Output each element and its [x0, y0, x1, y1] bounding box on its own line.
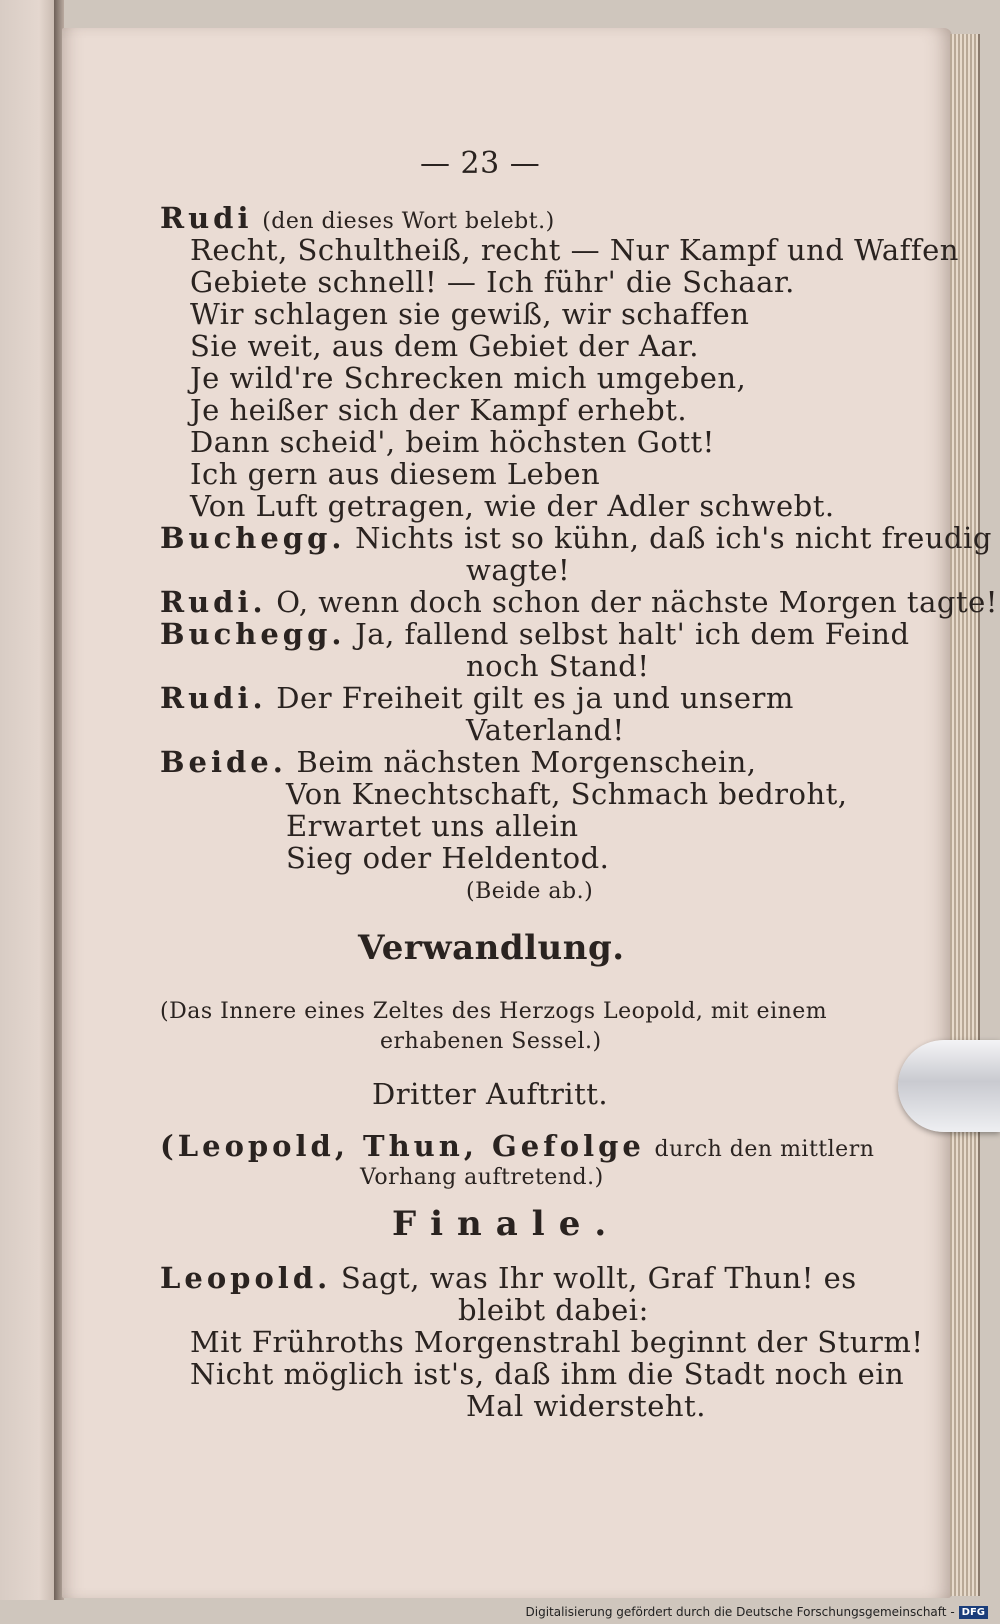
speaker-name: Buchegg. — [160, 617, 346, 651]
text-line — [160, 1130, 874, 1166]
dialogue-text: Beim nächsten Morgenschein, — [296, 745, 757, 779]
text-line: noch Stand! — [466, 649, 650, 683]
speaker-name: Beide. — [160, 745, 287, 779]
text-line — [160, 522, 992, 554]
stage-direction: erhabenen Sessel.) — [380, 1029, 602, 1054]
text-line: Von Knechtschaft, Schmach bedroht, — [286, 777, 848, 811]
speaker-name: Rudi — [160, 201, 253, 235]
text-line: Mit Frühroths Morgenstrahl beginnt der Sturm! — [190, 1325, 924, 1359]
page-clip-tab — [898, 1040, 1000, 1132]
text-line: wagte! — [466, 553, 571, 587]
speaker-name: Rudi. — [160, 585, 267, 619]
text-line: bleibt dabei: — [458, 1293, 649, 1327]
stage-direction: (Das Innere eines Zeltes des Herzogs Leopold, mit einem — [160, 999, 828, 1024]
dfg-logo: DFG — [959, 1606, 988, 1619]
text-line: Je wild're Schrecken mich umgeben, — [190, 361, 747, 395]
facing-page-edge — [0, 0, 58, 1600]
text-line: Sieg oder Heldentod. — [286, 841, 610, 875]
text-line: Ich gern aus diesem Leben — [190, 457, 601, 491]
text-line: Sie weit, aus dem Gebiet der Aar. — [190, 329, 700, 363]
text-line: Recht, Schultheiß, recht — Nur Kampf und Waffen — [190, 233, 959, 267]
speaker-name: Leopold. — [160, 1261, 332, 1295]
text-line — [160, 682, 794, 714]
text-line — [160, 1262, 857, 1294]
text-line — [160, 746, 757, 778]
text-line — [160, 618, 910, 650]
footer-text: Digitalisierung gefördert durch die Deutsche Forschungsgemeinschaft - — [525, 1605, 955, 1619]
dialogue-text: Sagt, was Ihr wollt, Graf Thun! es — [340, 1261, 857, 1295]
speaker-name: (Leopold, Thun, Gefolge — [160, 1129, 645, 1163]
text-line: Wir schlagen sie gewiß, wir schaffen — [190, 297, 750, 331]
stage-direction: durch den mittlern — [654, 1137, 875, 1162]
stage-direction: Vorhang auftretend.) — [360, 1165, 604, 1190]
page-number: — 23 — — [420, 146, 541, 181]
stage-direction: (Beide ab.) — [466, 879, 594, 904]
text-line: Dann scheid', beim höchsten Gott! — [190, 425, 715, 459]
text-line: Nicht möglich ist's, daß ihm die Stadt noch ein — [190, 1357, 905, 1391]
speaker-name: Rudi. — [160, 681, 267, 715]
dialogue-text: Ja, fallend selbst halt' ich dem Feind — [355, 617, 910, 651]
page-stack-edge — [950, 34, 980, 1596]
speaker-name: Buchegg. — [160, 521, 346, 555]
text-line — [160, 586, 998, 618]
digitization-footer — [526, 1601, 989, 1623]
dialogue-text: Nichts ist so kühn, daß ich's nicht freudig — [355, 521, 992, 555]
text-line: Erwartet uns allein — [286, 809, 579, 843]
text-line: Vaterland! — [466, 713, 625, 747]
text-line: Je heißer sich der Kampf erhebt. — [190, 393, 688, 427]
text-line: Gebiete schnell! — Ich führ' die Schaar. — [190, 265, 795, 299]
dialogue-text: Der Freiheit gilt es ja und unserm — [276, 681, 794, 715]
dialogue-text: O, wenn doch schon der nächste Morgen tagte! — [276, 585, 998, 619]
text-line: Mal widersteht. — [466, 1389, 706, 1423]
scene-heading: Verwandlung. — [358, 928, 625, 968]
scene-subheading: Dritter Auftritt. — [372, 1077, 609, 1111]
text-line: Von Luft getragen, wie der Adler schwebt. — [190, 489, 835, 523]
section-heading: Finale. — [392, 1204, 621, 1244]
stage-direction: (den dieses Wort belebt.) — [262, 209, 555, 234]
